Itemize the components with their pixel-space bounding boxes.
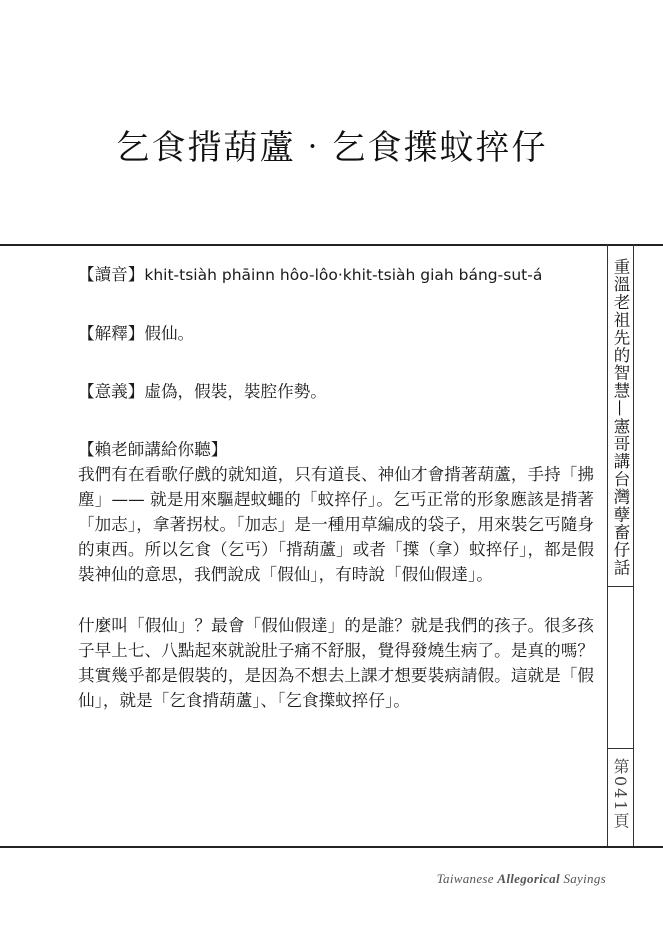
- footer-part-1: Taiwanese: [436, 871, 498, 886]
- explanation-entry: [78, 321, 594, 346]
- explanation-label: 【解釋】: [78, 324, 145, 343]
- sidebar-right-border: [633, 244, 634, 846]
- main-content: [78, 262, 594, 713]
- sidebar-series-title: 重溫老祖先的智慧—憲哥講台灣孽畜仔話: [611, 258, 630, 577]
- sidebar-divider-bottom: [607, 748, 633, 749]
- sidebar-divider-top: [607, 586, 633, 587]
- story-paragraph-1: 我們有在看歌仔戲的就知道，只有道長、神仙才會揹著葫蘆，手持「拂塵」—— 就是用來驅趕蚊蠅的「蚊捽仔」。乞丐正常的形象應該是揹著「加志」，拿著拐杖。「加志」是一種用草編成的袋子，用來裝乞丐隨身的東西。所以乞食（乞丐）「揹葫蘆」或者「擛（拿）蚊捽仔」，都是假裝神仙的意思，我們說成「假仙」，有時說「假仙假達」。: [78, 465, 594, 584]
- pronunciation-label: 【讀音】: [78, 265, 145, 284]
- footer-book-title: [437, 871, 606, 887]
- pronunciation-text: khit-tsiàh phāinn hôo-lôo‧khit-tsiàh giah báng-sut-á: [144, 266, 543, 284]
- explanation-text: 假仙。: [144, 324, 195, 343]
- meaning-text: 虛偽，假裝，裝腔作勢。: [144, 382, 327, 401]
- footer-part-3: Sayings: [559, 871, 606, 886]
- pronunciation-entry: [78, 262, 594, 288]
- story-paragraph-2: 什麼叫「假仙」？最會「假仙假達」的是誰？就是我們的孩子。很多孩子早上七、八點起來就說肚子痛不舒服，覺得發燒生病了。是真的嗎？其實幾乎都是假裝的，是因為不想去上課才想要裝病請假。這就是「假仙」，就是「乞食揹葫蘆」、「乞食擛蚊捽仔」。: [78, 616, 594, 710]
- story-heading: 【賴老師講給你聽】: [78, 440, 228, 459]
- footer-part-2: Allegorical: [497, 871, 560, 886]
- meaning-label: 【意義】: [78, 382, 145, 401]
- sidebar-page-number: 第041頁: [611, 758, 630, 831]
- bottom-rule: [0, 846, 663, 848]
- meaning-entry: [78, 379, 594, 404]
- top-rule: [0, 244, 663, 246]
- page-title: 乞食揹葫蘆‧乞食擛蚊捽仔: [115, 128, 548, 168]
